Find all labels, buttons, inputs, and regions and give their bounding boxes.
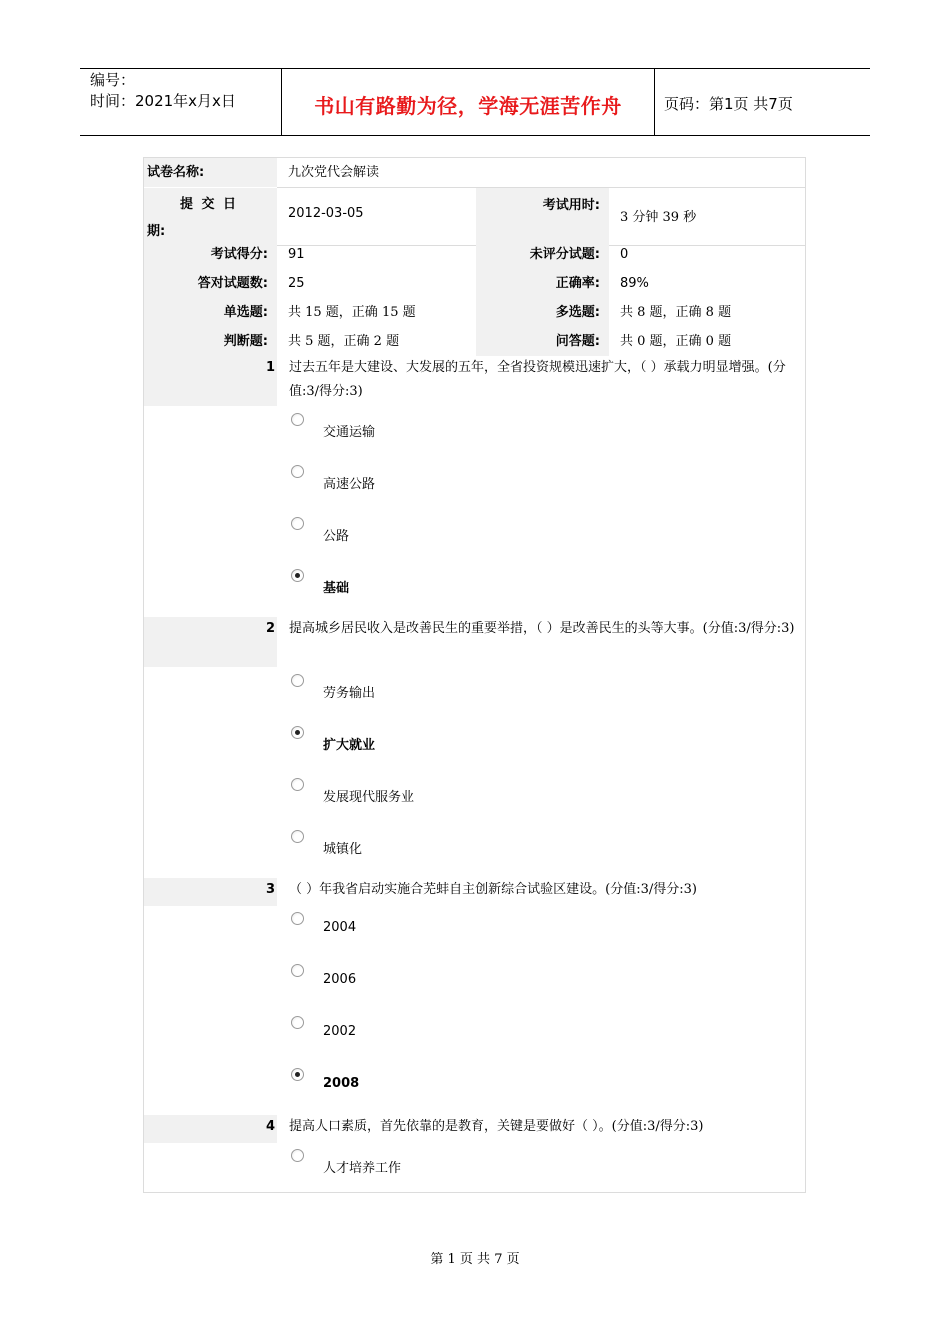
submit-date-label: 提 交 日 期: xyxy=(144,188,277,245)
time-used-label: 考试用时: xyxy=(476,188,609,245)
radio-button[interactable] xyxy=(291,964,304,977)
question-number: 3 xyxy=(144,878,277,906)
exam-result-panel xyxy=(143,157,806,1193)
header-motto: 书山有路勤为径，学海无涯苦作舟 xyxy=(314,94,622,118)
option-label: 基础 xyxy=(323,581,350,596)
radio-button[interactable] xyxy=(291,1016,304,1029)
exam-name-value: 九次党代会解读 xyxy=(288,165,380,180)
time-used-value: 3 分钟 39 秒 xyxy=(620,210,697,225)
option-label: 交通运输 xyxy=(323,425,376,440)
judge-value: 共 5 题，正确 2 题 xyxy=(288,334,400,349)
radio-button[interactable] xyxy=(291,912,304,925)
option-label: 扩大就业 xyxy=(323,738,376,753)
radio-button[interactable] xyxy=(291,413,304,426)
summary-row-judge xyxy=(144,327,805,356)
ungraded-value: 0 xyxy=(620,247,629,262)
document-number-label: 编号： xyxy=(90,71,136,89)
question-text: 提高城乡居民收入是改善民生的重要举措，（ ）是改善民生的头等大事。(分值:3/得分:3) xyxy=(289,621,795,636)
question-number: 4 xyxy=(144,1115,277,1143)
radio-button[interactable] xyxy=(291,465,304,478)
multi-choice-value: 共 8 题，正确 8 题 xyxy=(620,305,732,320)
judge-label: 判断题: xyxy=(144,327,277,356)
radio-button-selected[interactable] xyxy=(291,726,304,739)
single-choice-value: 共 15 题，正确 15 题 xyxy=(288,305,416,320)
question-number: 1 xyxy=(144,356,277,406)
summary-row-name xyxy=(144,158,805,187)
option-label: 劳务输出 xyxy=(323,686,376,701)
accuracy-label: 正确率: xyxy=(476,269,609,298)
summary-row-single xyxy=(144,298,805,327)
radio-button[interactable] xyxy=(291,1149,304,1162)
header-meta xyxy=(90,70,236,112)
question-text: 提高人口素质，首先依靠的是教育，关键是要做好（ ）。(分值:3/得分:3) xyxy=(289,1119,704,1134)
header-top-border xyxy=(80,68,870,69)
summary-row-date xyxy=(144,188,805,245)
ungraded-label: 未评分试题: xyxy=(476,240,609,269)
score-label: 考试得分: xyxy=(144,240,277,269)
question-text: 过去五年是大建设、大发展的五年，全省投资规模迅速扩大，（ ）承载力明显增强。(分值:3/得分:3) xyxy=(289,360,786,399)
radio-button-selected[interactable] xyxy=(291,1068,304,1081)
single-choice-label: 单选题: xyxy=(144,298,277,327)
question-number: 2 xyxy=(144,617,277,667)
radio-button[interactable] xyxy=(291,674,304,687)
accuracy-value: 89% xyxy=(620,276,649,291)
radio-button-selected[interactable] xyxy=(291,569,304,582)
qa-value: 共 0 题，正确 0 题 xyxy=(620,334,732,349)
header-divider-2 xyxy=(654,69,655,136)
summary-row-correct xyxy=(144,269,805,298)
option-label: 公路 xyxy=(323,529,350,544)
submit-date-value: 2012-03-05 xyxy=(288,206,364,221)
correct-count-label: 答对试题数: xyxy=(144,269,277,298)
qa-label: 问答题: xyxy=(476,327,609,356)
header-page-info: 页码：第1页 共7页 xyxy=(664,95,793,113)
option-label: 2002 xyxy=(323,1024,357,1039)
exam-name-label: 试卷名称: xyxy=(144,158,277,187)
radio-button[interactable] xyxy=(291,778,304,791)
radio-button[interactable] xyxy=(291,830,304,843)
option-label: 人才培养工作 xyxy=(323,1161,402,1176)
header-bottom-border xyxy=(80,135,870,136)
multi-choice-label: 多选题: xyxy=(476,298,609,327)
page-footer: 第 1 页 共 7 页 xyxy=(430,1252,520,1267)
score-value: 91 xyxy=(288,247,305,262)
question-text: （ ）年我省启动实施合芜蚌自主创新综合试验区建设。(分值:3/得分:3) xyxy=(289,882,697,897)
summary-row-score xyxy=(144,240,805,269)
option-label: 2008 xyxy=(323,1076,360,1091)
option-label: 2004 xyxy=(323,920,357,935)
option-label: 2006 xyxy=(323,972,357,987)
option-label: 高速公路 xyxy=(323,477,376,492)
correct-count-value: 25 xyxy=(288,276,305,291)
option-label: 发展现代服务业 xyxy=(323,790,415,805)
option-label: 城镇化 xyxy=(323,842,363,857)
document-time-label: 时间：2021年x月x日 xyxy=(90,92,236,110)
radio-button[interactable] xyxy=(291,517,304,530)
